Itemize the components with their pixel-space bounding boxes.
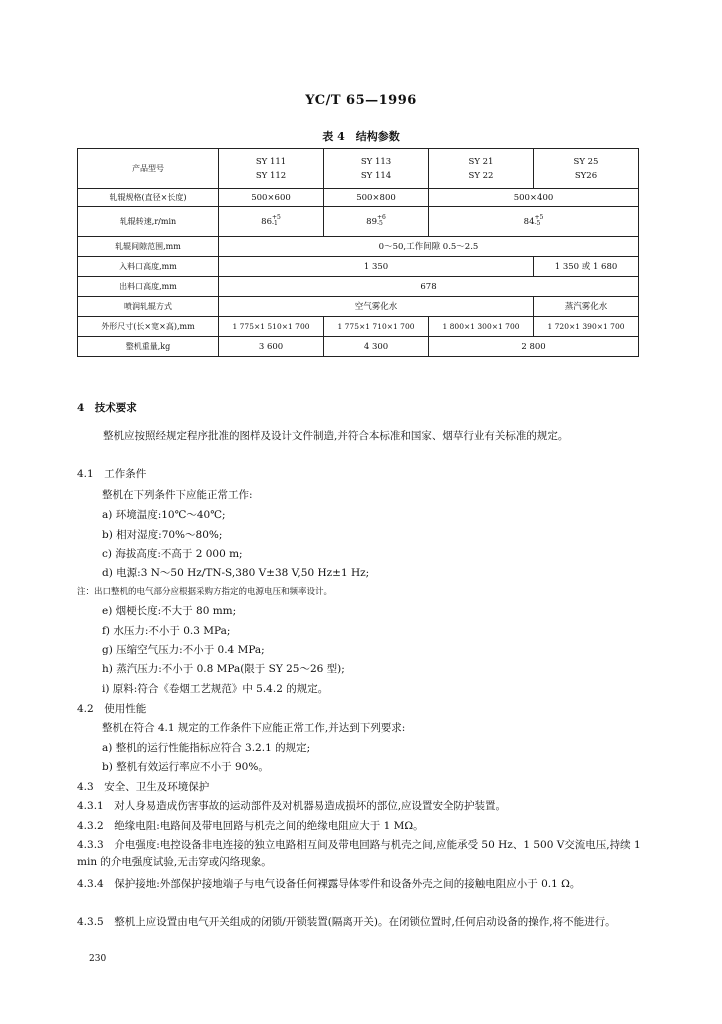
performance-b: b) 整机有效运行率应不小于 90%。: [102, 761, 269, 773]
table-title: 表 4 结构参数: [322, 130, 400, 143]
row-label: 产品型号: [78, 149, 219, 189]
row-label: 整机重量,kg: [78, 337, 219, 357]
section-4-2-heading: 4.2 使用性能: [77, 703, 147, 715]
row-label: 外形尺寸(长×宽×高),mm: [78, 317, 219, 337]
table-cell: 1 350: [219, 257, 534, 277]
table-cell: 678: [219, 277, 639, 297]
table-cell: 1 720×1 390×1 700: [534, 317, 639, 337]
condition-d: d) 电源:3 N～50 Hz/TN-S,380 V±38 V,50 Hz±1 Hz;: [102, 567, 370, 579]
row-label: 出料口高度,mm: [78, 277, 219, 297]
table-cell: 3 600: [219, 337, 324, 357]
table-row: [78, 337, 639, 357]
condition-g: g) 压缩空气压力:不小于 0.4 MPa;: [102, 644, 265, 656]
structure-parameters-table: [77, 148, 639, 357]
table-cell: SY 25 SY26: [534, 149, 639, 189]
clause-4-3-2: 4.3.2 绝缘电阻:电路间及带电回路与机壳之间的绝缘电阻应大于 1 MΩ。: [77, 820, 424, 832]
page-header: YC/T 65—1996: [305, 93, 417, 108]
condition-e: e) 烟梗长度:不大于 80 mm;: [102, 605, 237, 617]
clause-4-3-5: 4.3.5 整机上应设置由电气开关组成的闭锁/开锁装置(隔离开关)。在闭锁位置时,任何启动设备的操作,将不能进行。: [77, 916, 616, 928]
row-label: 入料口高度,mm: [78, 257, 219, 277]
condition-h: h) 蒸汽压力:不小于 0.8 MPa(限于 SY 25～26 型);: [102, 663, 345, 675]
table-row: [78, 149, 639, 189]
condition-f: f) 水压力:不小于 0.3 MPa;: [102, 625, 231, 637]
row-label: 轧辊规格(直径×长度): [78, 189, 219, 207]
performance-a: a) 整机的运行性能指标应符合 3.2.1 的规定;: [102, 742, 311, 754]
table-cell: 500×600: [219, 189, 324, 207]
page-number: 230: [89, 954, 107, 964]
table-cell: 0～50,工作间隙 0.5～2.5: [219, 237, 639, 257]
condition-c: c) 海拔高度:不高于 2 000 m;: [102, 548, 243, 560]
condition-i: i) 原料:符合《卷烟工艺规范》中 5.4.2 的规定。: [102, 683, 329, 695]
clause-4-3-1: 4.3.1 对人身易造成伤害事故的运动部件及对机器易造成损坏的部位,应设置安全防护装置。: [77, 800, 507, 812]
section-4-intro: 整机应按照经规定程序批准的图样及设计文件制造,并符合本标准和国家、烟草行业有关标准的规定。: [103, 430, 569, 442]
table-cell: 1 775×1 710×1 700: [324, 317, 429, 337]
row-label: 轧辊转速,r/min: [78, 207, 219, 237]
table-cell: SY 113 SY 114: [324, 149, 429, 189]
table-cell: 4 300: [324, 337, 429, 357]
table-row: [78, 257, 639, 277]
table-row: [78, 189, 639, 207]
table-cell: SY 21 SY 22: [429, 149, 534, 189]
table-cell: SY 111 SY 112: [219, 149, 324, 189]
section-4-heading: 4 技术要求: [77, 402, 137, 414]
table-cell: 84+5 -5: [429, 207, 639, 237]
row-label: 喷润轧辊方式: [78, 297, 219, 317]
table-row: [78, 207, 639, 237]
table-cell: 86+5 -1: [219, 207, 324, 237]
table-cell: 1 800×1 300×1 700: [429, 317, 534, 337]
clause-4-3-4: 4.3.4 保护接地:外部保护接地端子与电气设备任何裸露导体零件和设备外壳之间的接触电阻应小于 0.1 Ω。: [77, 878, 581, 890]
condition-a: a) 环境温度:10℃～40℃;: [102, 509, 226, 521]
section-4-1-heading: 4.1 工作条件: [77, 468, 147, 480]
table-row: [78, 317, 639, 337]
table-cell: 500×800: [324, 189, 429, 207]
table-cell: 1 350 或 1 680: [534, 257, 639, 277]
section-4-3-heading: 4.3 安全、卫生及环境保护: [77, 781, 210, 793]
table-cell: 空气雾化水: [219, 297, 534, 317]
table-cell: 1 775×1 510×1 700: [219, 317, 324, 337]
condition-note: 注：出口整机的电气部分应根据采购方指定的电源电压和频率设计。: [77, 587, 333, 597]
clause-4-3-3: 4.3.3 介电强度:电控设备非电连接的独立电路相互间及带电回路与机壳之间,应能承受 50 Hz、1 500 V交流电压,持续 1 min 的介电强度试验,无击穿或闪络现象。: [77, 839, 641, 868]
table-cell: 89+6 -5: [324, 207, 429, 237]
table-cell: 蒸汽雾化水: [534, 297, 639, 317]
table-row: [78, 277, 639, 297]
row-label: 轧辊间隙范围,mm: [78, 237, 219, 257]
section-4-1-intro: 整机在下列条件下应能正常工作:: [102, 489, 253, 501]
section-4-2-intro: 整机在符合 4.1 规定的工作条件下应能正常工作,并达到下列要求:: [102, 722, 406, 734]
table-row: [78, 237, 639, 257]
table-cell: 2 800: [429, 337, 639, 357]
table-row: [78, 297, 639, 317]
table-cell: 500×400: [429, 189, 639, 207]
condition-b: b) 相对湿度:70%～80%;: [102, 529, 223, 541]
